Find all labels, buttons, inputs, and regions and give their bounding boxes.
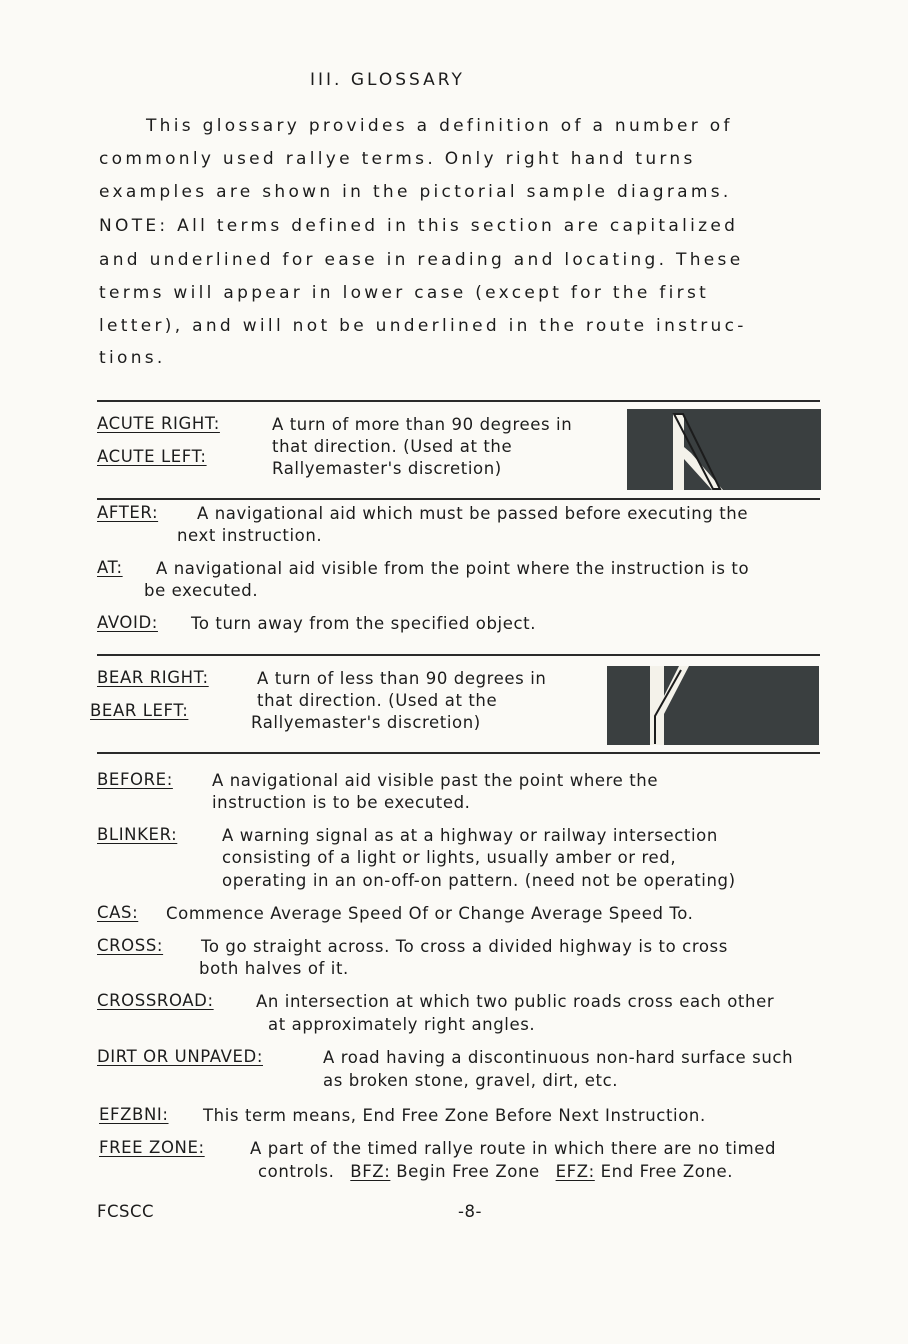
- definition-text: End Free Zone.: [600, 1162, 734, 1181]
- definition-line: A warning signal as at a highway or railway intersection: [222, 826, 718, 845]
- definition-line: [258, 1161, 733, 1183]
- definition-line: operating in an on-off-on pattern. (need not be operating): [222, 871, 736, 890]
- definition-line: Rallyemaster's discretion): [251, 713, 481, 732]
- definition-line: To go straight across. To cross a divided highway is to cross: [201, 937, 728, 956]
- intro-line: This glossary provides a definition of a number of: [146, 116, 733, 136]
- definition-text: Begin Free Zone: [396, 1162, 540, 1181]
- term-cas: CAS:: [97, 903, 139, 922]
- intro-line: and underlined for ease in reading and locating. These: [99, 250, 744, 270]
- acute-right-turn-diagram: [627, 409, 821, 490]
- definition-line: Rallyemaster's discretion): [272, 459, 502, 478]
- term-crossroad: CROSSROAD:: [97, 991, 214, 1010]
- definition-line: consisting of a light or lights, usually amber or red,: [222, 848, 677, 867]
- divider: [97, 654, 820, 656]
- definition-text: controls.: [258, 1162, 335, 1181]
- term-at: AT:: [97, 558, 123, 577]
- definition-line: A turn of less than 90 degrees in: [257, 669, 547, 688]
- intro-line: terms will appear in lower case (except for the first: [99, 283, 710, 303]
- definition-line: that direction. (Used at the: [272, 437, 513, 456]
- definition-line: as broken stone, gravel, dirt, etc.: [323, 1071, 619, 1090]
- term-before: BEFORE:: [97, 770, 173, 789]
- term-cross: CROSS:: [97, 936, 164, 955]
- bear-right-turn-diagram: [607, 666, 819, 745]
- definition-line: at approximately right angles.: [268, 1015, 536, 1034]
- divider: [97, 400, 820, 402]
- intro-line: NOTE: All terms defined in this section are capitalized: [99, 216, 739, 236]
- definition-line: A navigational aid visible from the point where the instruction is to: [156, 559, 750, 578]
- intro-line: commonly used rallye terms. Only right hand turns: [99, 149, 696, 169]
- definition-line: A navigational aid which must be passed before executing the: [197, 504, 749, 523]
- page-title: III. GLOSSARY: [310, 70, 465, 90]
- intro-line: tions.: [99, 348, 166, 368]
- intro-line: examples are shown in the pictorial sample diagrams.: [99, 182, 732, 202]
- definition-line: This term means, End Free Zone Before Next Instruction.: [203, 1106, 706, 1125]
- term-blinker: BLINKER:: [97, 825, 178, 844]
- term-acute-left: ACUTE LEFT:: [97, 447, 207, 466]
- definition-line: Commence Average Speed Of or Change Average Speed To.: [166, 904, 694, 923]
- definition-line: To turn away from the specified object.: [191, 614, 537, 633]
- term-dirt-or-unpaved: DIRT OR UNPAVED:: [97, 1047, 263, 1066]
- term-free-zone: FREE ZONE:: [99, 1138, 205, 1157]
- definition-line: A turn of more than 90 degrees in: [272, 415, 573, 434]
- road-straight: [673, 414, 684, 490]
- definition-line: both halves of it.: [199, 959, 349, 978]
- term-bfz: BFZ:: [350, 1162, 391, 1181]
- definition-line: instruction is to be executed.: [212, 793, 471, 812]
- divider: [97, 498, 820, 500]
- definition-line: that direction. (Used at the: [257, 691, 498, 710]
- term-acute-right: ACUTE RIGHT:: [97, 414, 220, 433]
- divider: [97, 752, 820, 754]
- footer-org: FCSCC: [97, 1202, 155, 1221]
- definition-line: An intersection at which two public roads cross each other: [256, 992, 775, 1011]
- definition-line: be executed.: [144, 581, 259, 600]
- term-avoid: AVOID:: [97, 613, 158, 632]
- definition-line: A road having a discontinuous non-hard surface such: [323, 1048, 794, 1067]
- term-bear-right: BEAR RIGHT:: [97, 668, 209, 687]
- definition-line: A navigational aid visible past the point where the: [212, 771, 659, 790]
- term-after: AFTER:: [97, 503, 159, 522]
- intro-line: letter), and will not be underlined in the route instruc-: [99, 316, 747, 336]
- term-bear-left: BEAR LEFT:: [90, 701, 189, 720]
- page-number: -8-: [458, 1202, 482, 1221]
- term-efz: EFZ:: [555, 1162, 595, 1181]
- definition-line: next instruction.: [177, 526, 323, 545]
- road-bear-branch: [664, 666, 689, 714]
- definition-line: A part of the timed rallye route in which there are no timed: [250, 1139, 777, 1158]
- term-efzbni: EFZBNI:: [99, 1105, 169, 1124]
